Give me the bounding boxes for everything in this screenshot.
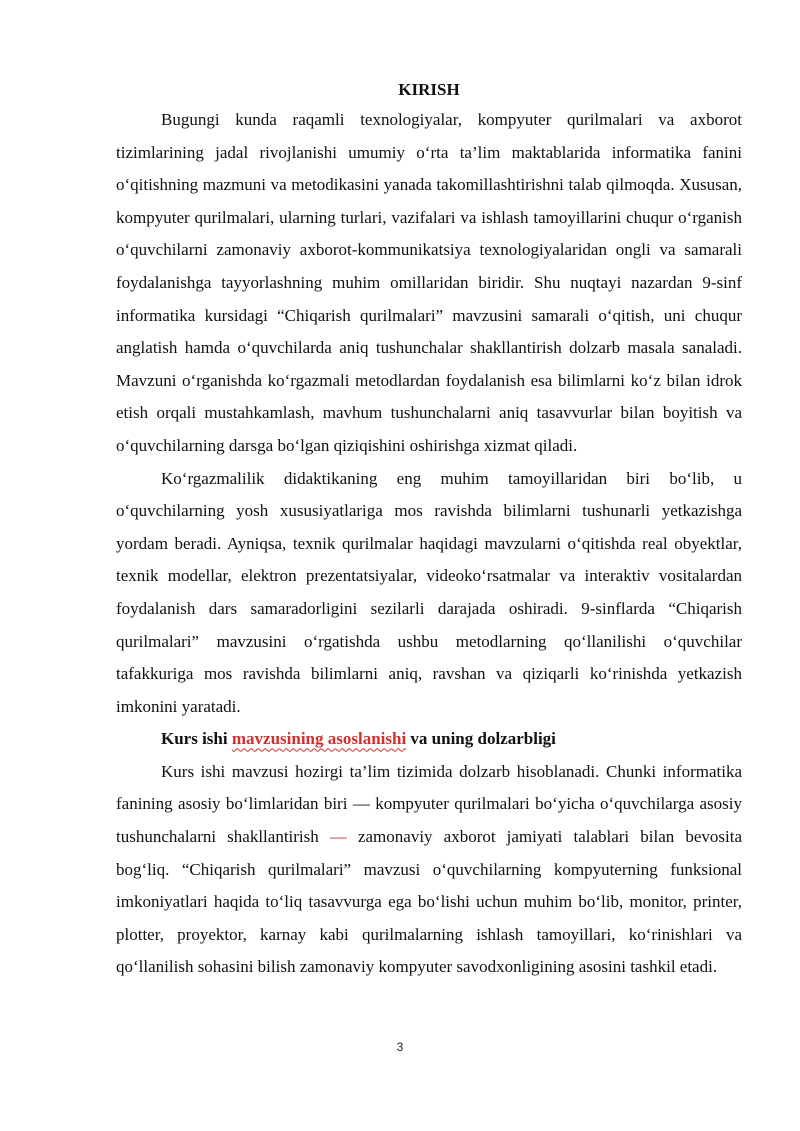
subheading-text-3: va uning dolzarbligi <box>406 729 556 749</box>
paragraph-3-text-2: zamonaviy axborot jamiyati talablari bilan bevosita bog‘liq. “Chiqarish qurilmalari” mavzusi o‘quvchilarning kompyuterning funksional imkoniyatlari haqida to‘liq tasavvurga ega bo‘lishi uchun muhim bo‘lib, monitor, printer, plotter, proyektor, karnay kabi qurilmalarning ishlash tamoyillari, ko‘rinishlari va qo‘llanilish sohasini bilish zamonaviy kompyuter savodxonligining asosini tashkil etadi. <box>116 827 742 977</box>
subheading-highlighted-text: mavzusining asoslanishi <box>231 729 407 749</box>
paragraph-1: Bugungi kunda raqamli texnologiyalar, kompyuter qurilmalari va axborot tizimlarining jadal rivojlanishi umumiy o‘rta ta’lim maktablarida informatika fanini o‘qitishning mazmuni va metodikasini yanada takomillashtirishni talab qilmoqda. Xususan, kompyuter qurilmalari, ularning turlari, vazifalari va ishlash tamoyillarini chuqur o‘rganish o‘quvchilarni zamonaviy axborot-kommunikatsiya texnologiyalaridan ongli va samarali foydalanishga tayyorlashning muhim omillaridan biridir. Shu nuqtayi nazardan 9-sinf informatika kursidagi “Chiqarish qurilmalari” mavzusini samarali o‘qitish, uni chuqur anglatish hamda o‘quvchilarda aniq tushunchalar shakllantirish dolzarb masala sanaladi. Mavzuni o‘rganishda ko‘rgazmali metodlardan foydalanish esa bilimlarni ko‘z bilan idrok etish orqali mustahkamlash, mavhum tushunchalarni aniq tasavvurlar bilan boyitish va o‘quvchilarning darsga bo‘lgan qiziqishini oshirishga xizmat qiladi. <box>116 110 742 455</box>
paragraph-3 <box>116 756 742 984</box>
paragraph-2: Ko‘rgazmalilik didaktikaning eng muhim tamoyillaridan biri bo‘lib, u o‘quvchilarning yosh xususiyatlariga mos ravishda bilimlarni tushunarli yetkazishga yordam beradi. Ayniqsa, texnik qurilmalar haqidagi mavzularni o‘qitishda real obyektlar, texnik modellar, elektron prezentatsiyalar, videoko‘rsatmalar va interaktiv vositalardan foydalanish dars samaradorligini sezilarli darajada oshiradi. 9-sinflarda “Chiqarish qurilmalari” mavzusini o‘rgatishda ushbu metodlarning qo‘llanilishi o‘quvchilar tafakkuriga mos ravishda bilimlarni aniq, ravshan va qiziqarli ko‘rinishda yetkazish imkonini yaratadi. <box>116 468 742 716</box>
page-title: KIRISH <box>398 80 460 99</box>
page-number: 3 <box>396 1040 404 1054</box>
highlighted-dash: — <box>329 827 347 847</box>
paragraph-3-text-1: Kurs ishi mavzusi hozirgi ta’lim tizimida dolzarb hisoblanadi. Chunki informatika fanining asosiy bo‘limlaridan biri — kompyuter qurilmalari bo‘yicha o‘quvchilarga asosiy tushunchalarni shakllantirish <box>116 761 742 847</box>
document-page <box>116 76 742 984</box>
section-subheading <box>116 723 742 756</box>
subheading-text-1: Kurs ishi <box>161 729 232 749</box>
